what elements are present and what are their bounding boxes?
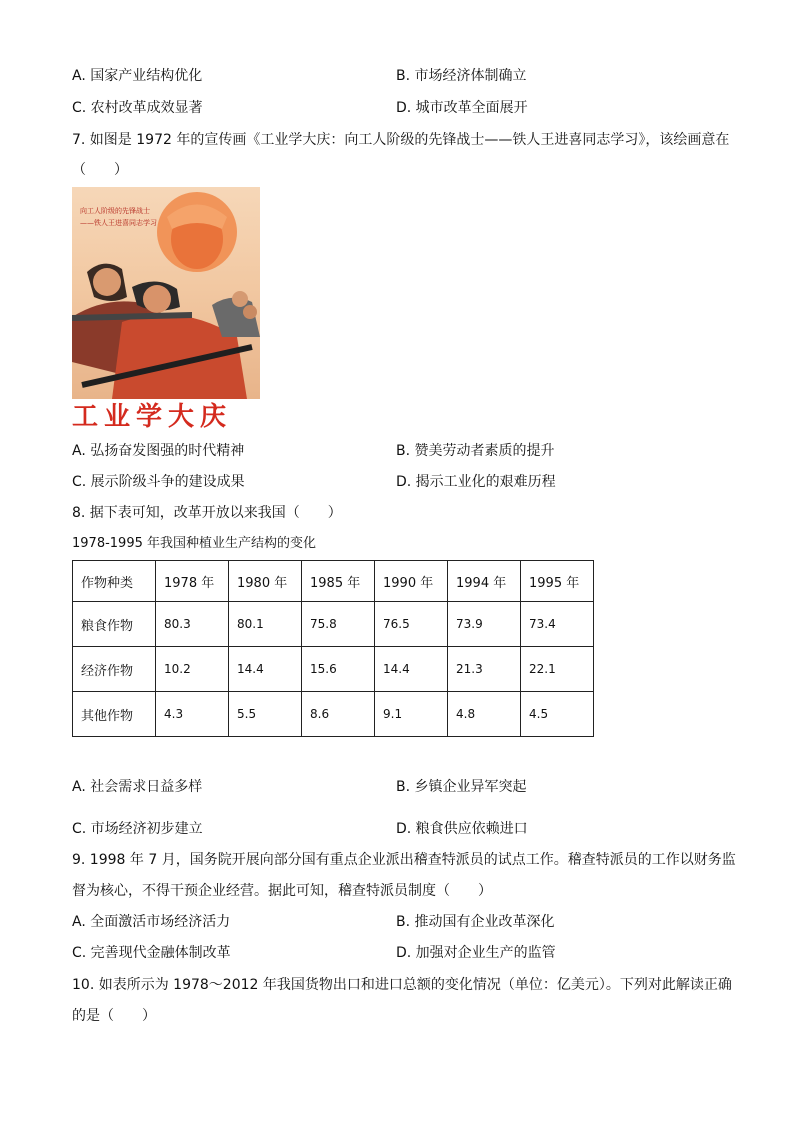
table-cell: 73.9 — [448, 602, 521, 647]
q8-option-a: A. 社会需求日益多样 — [72, 779, 203, 795]
q7-paren: （ ） — [72, 162, 128, 178]
q7-option-d: D. 揭示工业化的艰难历程 — [396, 474, 556, 490]
q10-stem-line-2: 的是（ ） — [72, 1008, 156, 1024]
q8-stem: 8. 据下表可知，改革开放以来我国（ ） — [72, 505, 342, 521]
table-cell: 21.3 — [448, 647, 521, 692]
q7-option-a: A. 弘扬奋发图强的时代精神 — [72, 443, 245, 459]
table-header-cell: 1980 年 — [229, 561, 302, 602]
table-header-cell: 1978 年 — [156, 561, 229, 602]
q8-option-d: D. 粮食供应依赖进口 — [396, 821, 528, 837]
q7-option-b: B. 赞美劳动者素质的提升 — [396, 443, 555, 459]
q9-option-b: B. 推动国有企业改革深化 — [396, 914, 555, 930]
q9-option-a: A. 全面激活市场经济活力 — [72, 914, 231, 930]
q9-stem-line-1: 9. 1998 年 7 月，国务院开展向部分国有重点企业派出稽查特派员的试点工作。稽查特派员的工作以财务监 — [72, 852, 736, 868]
table-cell: 8.6 — [302, 692, 375, 737]
table-cell: 14.4 — [229, 647, 302, 692]
q8-option-c: C. 市场经济初步建立 — [72, 821, 203, 837]
table-cell: 14.4 — [375, 647, 448, 692]
table-cell: 其他作物 — [73, 692, 156, 737]
table-cell: 75.8 — [302, 602, 375, 647]
q9-option-c: C. 完善现代金融体制改革 — [72, 945, 231, 961]
table-row — [73, 647, 594, 692]
q6-option-b: B. 市场经济体制确立 — [396, 68, 527, 84]
table-cell: 4.3 — [156, 692, 229, 737]
q9-stem-line-2: 督为核心，不得干预企业经营。据此可知，稽查特派员制度（ ） — [72, 883, 492, 899]
q6-option-d: D. 城市改革全面展开 — [396, 100, 528, 116]
q10-stem-line-1: 10. 如表所示为 1978～2012 年我国货物出口和进口总额的变化情况（单位：亿美元）。下列对此解读正确 — [72, 977, 732, 993]
table-cell: 粮食作物 — [73, 602, 156, 647]
table-cell: 80.1 — [229, 602, 302, 647]
table-cell: 73.4 — [521, 602, 594, 647]
table-header-cell: 1990 年 — [375, 561, 448, 602]
table-cell: 9.1 — [375, 692, 448, 737]
q9-option-d: D. 加强对企业生产的监管 — [396, 945, 556, 961]
q6-option-c: C. 农村改革成效显著 — [72, 100, 203, 116]
poster-artwork — [72, 187, 260, 399]
poster-title: 工业学大庆 — [72, 402, 233, 432]
q8-table-title: 1978-1995 年我国种植业生产结构的变化 — [72, 536, 316, 551]
table-cell: 76.5 — [375, 602, 448, 647]
table-row — [73, 602, 594, 647]
table-header-cell: 作物种类 — [73, 561, 156, 602]
table-header-cell: 1995 年 — [521, 561, 594, 602]
table-cell: 10.2 — [156, 647, 229, 692]
q7-option-c: C. 展示阶级斗争的建设成果 — [72, 474, 245, 490]
table-cell: 15.6 — [302, 647, 375, 692]
table-row — [73, 692, 594, 737]
table-header-cell: 1994 年 — [448, 561, 521, 602]
q7-stem: 7. 如图是 1972 年的宣传画《工业学大庆：向工人阶级的先锋战士——铁人王进喜同志学习》，该绘画意在 — [72, 132, 730, 148]
table-cell: 经济作物 — [73, 647, 156, 692]
table-cell: 4.5 — [521, 692, 594, 737]
table-cell: 4.8 — [448, 692, 521, 737]
propaganda-poster-image — [72, 187, 260, 399]
poster-caption-line-2: ——铁人王进喜同志学习 — [80, 219, 157, 227]
q8-option-b: B. 乡镇企业异军突起 — [396, 779, 527, 795]
poster-caption-line-1: 向工人阶级的先锋战士 — [80, 207, 150, 215]
table-cell: 5.5 — [229, 692, 302, 737]
table-header-row — [73, 561, 594, 602]
q6-option-a: A. 国家产业结构优化 — [72, 68, 203, 84]
table-cell: 80.3 — [156, 602, 229, 647]
table-cell: 22.1 — [521, 647, 594, 692]
crop-structure-table — [72, 560, 594, 737]
table-header-cell: 1985 年 — [302, 561, 375, 602]
